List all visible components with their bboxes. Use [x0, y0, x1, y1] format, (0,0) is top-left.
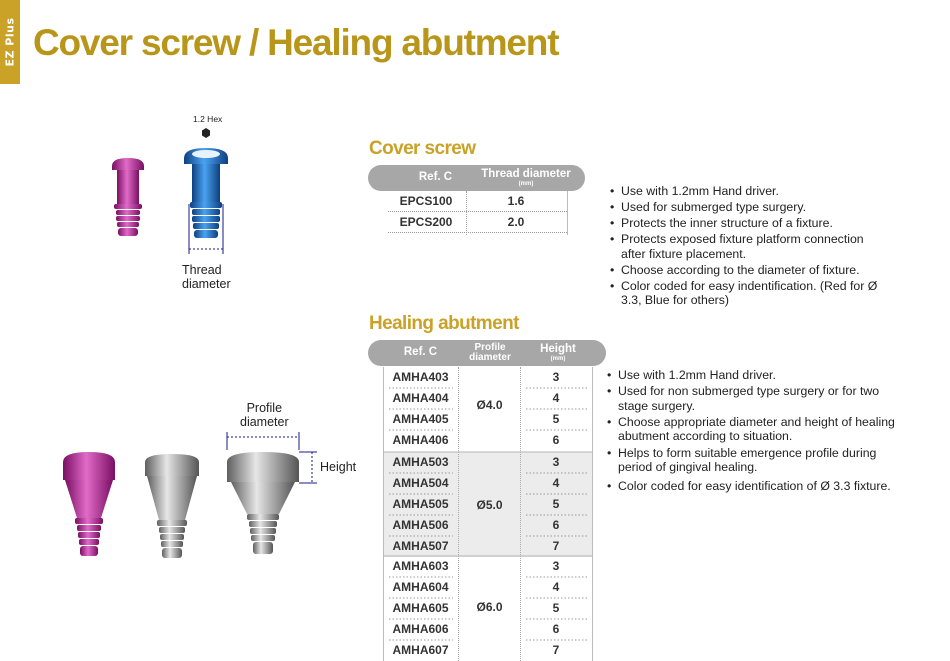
- table-row: AMHA503 3: [392, 455, 560, 469]
- header-ref: Ref. C: [403, 346, 438, 359]
- header-thread-unit: (mm): [518, 181, 534, 188]
- healing-abutment-title: Healing abutment: [369, 313, 519, 334]
- thread-diameter-label: Thread diameter: [182, 263, 231, 291]
- list-item: • Protects exposed fixture platform connection after fixture placement.: [610, 232, 880, 261]
- hex-icon: [202, 128, 210, 138]
- page-title: Cover screw / Healing abutment: [33, 22, 559, 63]
- table-row: EPCS200 2.0: [388, 212, 567, 233]
- table-row: EPCS100 1.6: [388, 191, 567, 212]
- healing-table: [383, 367, 593, 661]
- diameter-group-2: Ø5.0: [476, 498, 503, 512]
- healing-table-header: [368, 340, 606, 366]
- list-item: • Used for submerged type surgery.: [610, 200, 880, 215]
- magenta-cover-screw: [112, 158, 144, 236]
- magenta-healing-abutment: [63, 452, 115, 556]
- header-height-unit: (mm): [550, 356, 566, 363]
- table-row: AMHA505 5: [392, 497, 560, 511]
- header-profile-2: diameter: [469, 352, 511, 363]
- height-label: Height: [320, 460, 357, 474]
- header-thread: Thread diameter: [481, 167, 571, 180]
- table-row: AMHA404 4: [392, 391, 560, 405]
- header-height: Height: [540, 342, 576, 355]
- table-row: AMHA506 6: [392, 518, 560, 532]
- table-row: AMHA405 5: [392, 412, 560, 426]
- cover-screw-notes: [610, 184, 880, 309]
- blue-cover-screw: [184, 148, 228, 238]
- table-row: AMHA605 5: [392, 601, 560, 615]
- profile-diameter-label: Profile diameter: [240, 401, 289, 429]
- cover-screw-title: Cover screw: [369, 138, 476, 159]
- list-item: • Protects the inner structure of a fixture.: [610, 216, 880, 231]
- cover-screw-table: [388, 191, 568, 236]
- list-item: • Helps to form suitable emergence profile during period of gingival healing.: [607, 446, 912, 475]
- table-row: AMHA403 3: [392, 370, 560, 384]
- silver-healing-abutment-large: [227, 452, 299, 554]
- cover-screw-table-header: [368, 165, 585, 191]
- side-tab: [0, 0, 20, 84]
- healing-abutment-illustration: [55, 430, 330, 575]
- healing-abutment-notes: [607, 368, 912, 495]
- table-row: AMHA607 7: [392, 643, 560, 657]
- list-item: • Color coded for easy identification of Ø 3.3 fixture.: [607, 479, 912, 494]
- table-row: AMHA603 3: [392, 559, 560, 573]
- hex-label: 1.2 Hex: [193, 114, 223, 124]
- header-ref: Ref. C: [418, 171, 453, 184]
- list-item: • Color coded for easy indentification. (Red for Ø 3.3, Blue for others): [610, 279, 880, 308]
- table-row: AMHA604 4: [392, 580, 560, 594]
- list-item: • Use with 1.2mm Hand driver.: [607, 368, 912, 383]
- cover-screw-illustration: [100, 124, 240, 254]
- table-row: AMHA504 4: [392, 476, 560, 490]
- diameter-group-1: Ø4.0: [476, 398, 503, 412]
- table-row: AMHA606 6: [392, 622, 560, 636]
- list-item: • Choose according to the diameter of fixture.: [610, 263, 880, 278]
- diameter-group-3: Ø6.0: [476, 600, 503, 614]
- row-separators: [383, 367, 593, 661]
- side-tab-label: EZ Plus: [3, 17, 17, 67]
- table-row: AMHA507 7: [392, 539, 560, 553]
- list-item: • Choose appropriate diameter and height of healing abutment according to situation.: [607, 415, 912, 444]
- list-item: • Use with 1.2mm Hand driver.: [610, 184, 880, 199]
- list-item: • Used for non submerged type surgery or for two stage surgery.: [607, 384, 912, 413]
- table-row: AMHA406 6: [392, 433, 560, 447]
- header-profile-1: Profile: [474, 342, 506, 353]
- silver-healing-abutment-small: [145, 454, 199, 558]
